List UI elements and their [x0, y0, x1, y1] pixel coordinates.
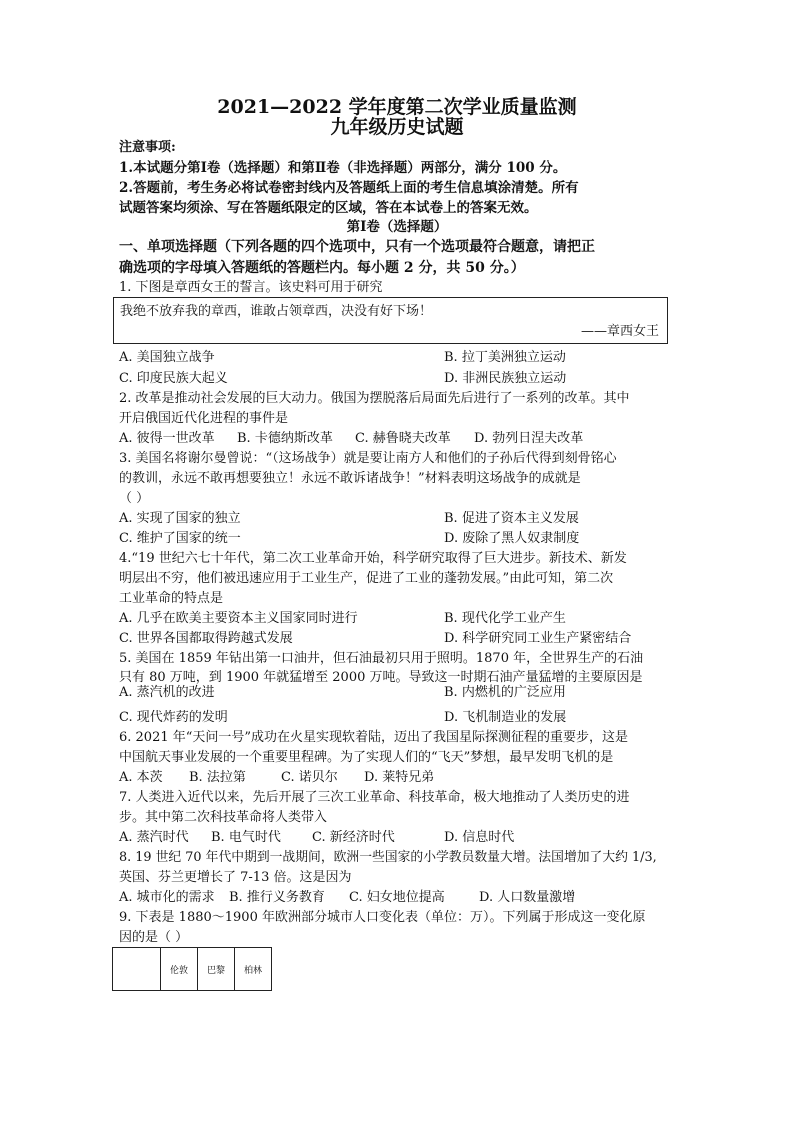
- q1-stem: 1. 下图是章西女王的誓言。该史料可用于研究: [119, 280, 383, 295]
- q1-quote-box: [113, 297, 668, 344]
- q6-stem-line2: 中国航天事业发展的一个重要里程碑。为了实现人们的“飞天”梦想，最早发明飞机的是: [119, 750, 614, 765]
- q5-option-d: D. 飞机制造业的发展: [444, 710, 567, 725]
- q5-stem-line2: 只有 80 万吨，到 1900 年就猛增至 2000 万吨。导致这一时期石油产量猛增的主要原因是: [119, 670, 643, 685]
- q9-population-table: [112, 947, 272, 991]
- q3-stem-line1: 3. 美国名将谢尔曼曾说：“（这场战争）就是要让南方人和他们的子孙后代得到刻骨铭心: [119, 451, 617, 466]
- q6-option-c: C. 诺贝尔: [281, 770, 338, 785]
- q6-option-b: B. 法拉第: [189, 770, 246, 785]
- q3-stem-line2: 的教训，永远不敢再想要独立！永远不敢诉诸战争！”材料表明这场战争的成就是: [119, 471, 581, 486]
- q5-option-b: B. 内燃机的广泛应用: [444, 685, 566, 700]
- q1-quote-text: 我绝不放弃我的章西，谁敢占领章西，决没有好下场！: [120, 304, 433, 319]
- q2-option-d: D. 勃列日涅夫改革: [474, 431, 584, 446]
- q5-option-c: C. 现代炸药的发明: [119, 710, 228, 725]
- q2-stem-line1: 2. 改革是推动社会发展的巨大动力。俄国为摆脱落后局面先后进行了一系列的改革。其中: [119, 391, 630, 406]
- q9-stem-line2: 因的是（ ）: [119, 930, 189, 945]
- table-header-cell: 伦敦: [161, 948, 198, 991]
- note-2-line1: 2.答题前，考生务必将试卷密封线内及答题纸上面的考生信息填涂清楚。所有: [119, 180, 579, 196]
- q1-option-b: B. 拉丁美洲独立运动: [444, 350, 566, 365]
- q1-option-d: D. 非洲民族独立运动: [444, 371, 567, 386]
- q3-answer-blank: （ ）: [119, 491, 150, 506]
- q8-option-b: B. 推行义务教育: [229, 890, 325, 905]
- q6-option-a: A. 本茨: [119, 770, 163, 785]
- q7-stem-line1: 7. 人类进入近代以来，先后开展了三次工业革命、科技革命，极大地推动了人类历史的进: [119, 790, 630, 805]
- q7-option-d: D. 信息时代: [444, 830, 515, 845]
- q3-option-a: A. 实现了国家的独立: [119, 511, 241, 526]
- q2-stem-line2: 开启俄国近代化进程的事件是: [119, 411, 289, 426]
- q6-stem-line1: 6. 2021 年“天问一号”成功在火星实现软着陆，迈出了我国星际探测征程的重要步，这是: [119, 730, 629, 745]
- note-2-line2: 试题答案均须涂、写在答题纸限定的区域，答在本试卷上的答案无效。: [119, 200, 538, 216]
- q4-option-b: B. 现代化学工业产生: [444, 611, 566, 626]
- q3-option-c: C. 维护了国家的统一: [119, 531, 241, 546]
- q8-option-c: C. 妇女地位提高: [349, 890, 445, 905]
- section-heading: 第Ⅰ卷（选择题）: [346, 219, 448, 235]
- section-instructions-line2: 确选项的字母填入答题纸的答题栏内。每小题 2 分，共 50 分。）: [119, 260, 525, 276]
- table-header-cell: [113, 948, 161, 991]
- q8-stem-line2: 英国、芬兰更增长了 7-13 倍。这是因为: [119, 870, 352, 885]
- q4-option-c: C. 世界各国都取得跨越式发展: [119, 631, 293, 646]
- section-instructions-line1: 一、单项选择题（下列各题的四个选项中，只有一个选项最符合题意，请把正: [119, 239, 595, 255]
- q8-stem-line1: 8. 19 世纪 70 年代中期到一战期间，欧洲一些国家的小学教员数量大增。法国增加了大约 1/3,: [119, 850, 657, 865]
- exam-subtitle: 九年级历史试题: [330, 116, 464, 138]
- q2-option-c: C. 赫鲁晓夫改革: [355, 431, 451, 446]
- note-1: 1.本试题分第Ⅰ卷（选择题）和第Ⅱ卷（非选择题）两部分，满分 100 分。: [119, 160, 567, 176]
- q3-option-b: B. 促进了资本主义发展: [444, 511, 579, 526]
- table-row: [113, 948, 272, 991]
- q5-option-a: A. 蒸汽机的改进: [119, 685, 215, 700]
- q4-stem-line1: 4.“19 世纪六七十年代，第二次工业革命开始，科学研究取得了巨大进步。新技术、新发: [119, 551, 627, 566]
- q2-option-b: B. 卡德纳斯改革: [237, 431, 333, 446]
- table-header-cell: 柏林: [235, 948, 272, 991]
- q7-option-a: A. 蒸汽时代: [119, 830, 189, 845]
- q1-option-a: A. 美国独立战争: [119, 350, 215, 365]
- q3-option-d: D. 废除了黑人奴隶制度: [444, 531, 580, 546]
- q4-stem-line2: 明层出不穷，他们被迅速应用于工业生产，促进了工业的蓬勃发展。”由此可知，第二次: [119, 571, 614, 586]
- q8-option-a: A. 城市化的需求: [119, 890, 215, 905]
- q4-option-d: D. 科学研究同工业生产紧密结合: [444, 631, 632, 646]
- q9-stem-line1: 9. 下表是 1880～1900 年欧洲部分城市人口变化表（单位：万）。下列属于形成这一变化原: [119, 910, 646, 925]
- q4-option-a: A. 几乎在欧美主要资本主义国家同时进行: [119, 611, 358, 626]
- q5-stem-line1: 5. 美国在 1859 年钻出第一口油井，但石油最初只用于照明。1870 年，全世界生产的石油: [119, 651, 644, 666]
- exam-title: 2021—2022 学年度第二次学业质量监测: [217, 96, 577, 118]
- q1-quote-source: ——章西女王: [580, 324, 659, 339]
- q7-option-b: B. 电气时代: [211, 830, 281, 845]
- q7-option-c: C. 新经济时代: [312, 830, 395, 845]
- q6-option-d: D. 莱特兄弟: [364, 770, 435, 785]
- q2-option-a: A. 彼得一世改革: [119, 431, 215, 446]
- q7-stem-line2: 步。其中第二次科技革命将人类带入: [119, 810, 328, 825]
- notes-heading: 注意事项:: [119, 140, 176, 155]
- q1-option-c: C. 印度民族大起义: [119, 371, 228, 386]
- table-header-cell: 巴黎: [198, 948, 235, 991]
- q4-stem-line3: 工业革命的特点是: [119, 591, 224, 606]
- q8-option-d: D. 人口数量激增: [479, 890, 576, 905]
